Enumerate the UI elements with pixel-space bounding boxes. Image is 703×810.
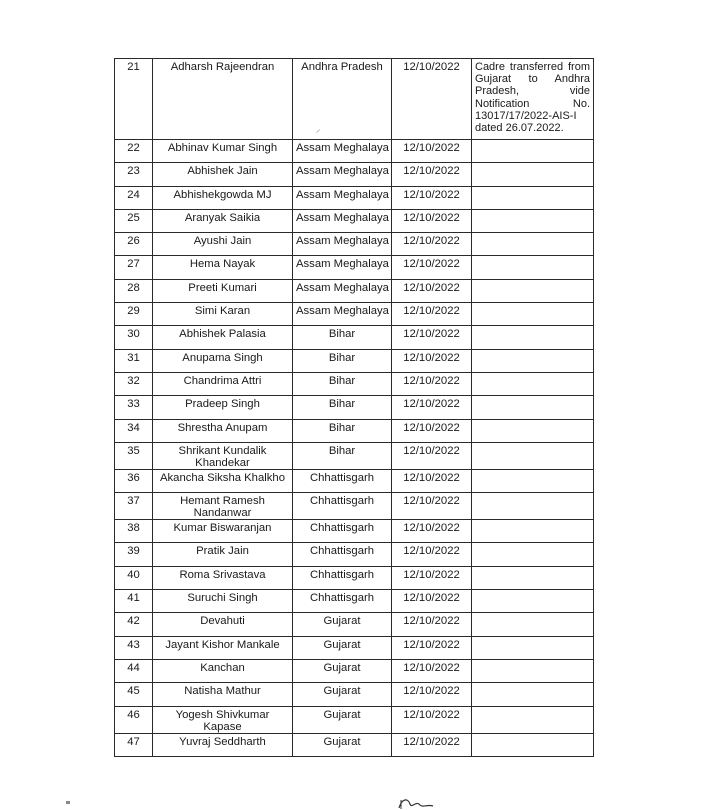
officer-name-cell: Abhishek Jain: [153, 163, 293, 186]
serial-number-cell: 36: [115, 469, 153, 492]
officer-name-cell: Anupama Singh: [153, 349, 293, 372]
date-cell: 12/10/2022: [392, 256, 472, 279]
officer-name-cell: Kumar Biswaranjan: [153, 520, 293, 543]
officer-name-cell: Yogesh Shivkumar Kapase: [153, 706, 293, 733]
cadre-state-cell: Bihar: [293, 442, 392, 469]
remarks-cell: [472, 683, 594, 706]
remarks-cell: [472, 706, 594, 733]
officer-name-cell: Natisha Mathur: [153, 683, 293, 706]
cadre-state-cell: Gujarat: [293, 659, 392, 682]
serial-number-cell: 22: [115, 140, 153, 163]
cadre-state-cell: Assam Meghalaya: [293, 140, 392, 163]
remarks-cell: [472, 520, 594, 543]
date-cell: 12/10/2022: [392, 442, 472, 469]
serial-number-cell: 25: [115, 209, 153, 232]
table-row: [115, 683, 594, 706]
serial-number-cell: 33: [115, 396, 153, 419]
remarks-cell: [472, 396, 594, 419]
date-cell: 12/10/2022: [392, 303, 472, 326]
serial-number-cell: 46: [115, 706, 153, 733]
cadre-state-cell: Chhattisgarh: [293, 590, 392, 613]
cadre-state-cell: Bihar: [293, 396, 392, 419]
cadre-state-cell: Assam Meghalaya: [293, 163, 392, 186]
date-cell: 12/10/2022: [392, 613, 472, 636]
serial-number-cell: 34: [115, 419, 153, 442]
officer-name-cell: Akancha Siksha Khalkho: [153, 469, 293, 492]
date-cell: 12/10/2022: [392, 140, 472, 163]
cadre-state-cell: Assam Meghalaya: [293, 209, 392, 232]
date-cell: 12/10/2022: [392, 163, 472, 186]
serial-number-cell: 39: [115, 543, 153, 566]
officer-name-cell: Hemant Ramesh Nandanwar: [153, 493, 293, 520]
table-row: [115, 233, 594, 256]
serial-number-cell: 42: [115, 613, 153, 636]
table-row: [115, 659, 594, 682]
scan-tick-mark: ⸝: [316, 125, 321, 135]
cadre-state-cell: Gujarat: [293, 706, 392, 733]
date-cell: 12/10/2022: [392, 520, 472, 543]
cadre-state-cell: Chhattisgarh: [293, 493, 392, 520]
table-row: [115, 590, 594, 613]
remarks-cell: [472, 349, 594, 372]
table-row: [115, 279, 594, 302]
serial-number-cell: 40: [115, 566, 153, 589]
date-cell: 12/10/2022: [392, 683, 472, 706]
serial-number-cell: 28: [115, 279, 153, 302]
cadre-state-cell: Bihar: [293, 419, 392, 442]
table-row: [115, 256, 594, 279]
table-row: [115, 326, 594, 349]
cadre-state-cell: Andhra Pradesh: [293, 59, 392, 140]
table-row: [115, 636, 594, 659]
serial-number-cell: 27: [115, 256, 153, 279]
table-row: [115, 543, 594, 566]
serial-number-cell: 30: [115, 326, 153, 349]
remarks-cell: [472, 279, 594, 302]
cadre-state-cell: Gujarat: [293, 683, 392, 706]
serial-number-cell: 47: [115, 733, 153, 756]
remarks-cell: [472, 493, 594, 520]
date-cell: 12/10/2022: [392, 59, 472, 140]
officer-name-cell: Kanchan: [153, 659, 293, 682]
remarks-cell: [472, 469, 594, 492]
cadre-state-cell: Assam Meghalaya: [293, 279, 392, 302]
serial-number-cell: 21: [115, 59, 153, 140]
cadre-state-cell: Chhattisgarh: [293, 520, 392, 543]
cadre-state-cell: Assam Meghalaya: [293, 186, 392, 209]
table-row: [115, 469, 594, 492]
serial-number-cell: 45: [115, 683, 153, 706]
officer-name-cell: Hema Nayak: [153, 256, 293, 279]
date-cell: 12/10/2022: [392, 543, 472, 566]
date-cell: 12/10/2022: [392, 209, 472, 232]
table-row: [115, 733, 594, 756]
table-row: [115, 442, 594, 469]
remarks-cell: [472, 442, 594, 469]
scan-speck: [66, 801, 70, 804]
remarks-cell: [472, 209, 594, 232]
date-cell: 12/10/2022: [392, 279, 472, 302]
table-row: [115, 613, 594, 636]
date-cell: 12/10/2022: [392, 659, 472, 682]
remarks-cell: [472, 659, 594, 682]
table-body: [115, 59, 594, 757]
officer-name-cell: Roma Srivastava: [153, 566, 293, 589]
serial-number-cell: 31: [115, 349, 153, 372]
remarks-cell: [472, 733, 594, 756]
table-row: [115, 186, 594, 209]
remarks-cell: [472, 163, 594, 186]
serial-number-cell: 43: [115, 636, 153, 659]
remarks-cell: [472, 590, 594, 613]
officer-name-cell: Devahuti: [153, 613, 293, 636]
serial-number-cell: 23: [115, 163, 153, 186]
date-cell: 12/10/2022: [392, 326, 472, 349]
table-row: [115, 396, 594, 419]
table-row: [115, 419, 594, 442]
remarks-cell: [472, 636, 594, 659]
officer-name-cell: Abhishekgowda MJ: [153, 186, 293, 209]
date-cell: 12/10/2022: [392, 733, 472, 756]
signature-mark: [396, 796, 436, 810]
date-cell: 12/10/2022: [392, 186, 472, 209]
date-cell: 12/10/2022: [392, 396, 472, 419]
cadre-state-cell: Gujarat: [293, 733, 392, 756]
officer-name-cell: Shrikant Kundalik Khandekar: [153, 442, 293, 469]
cadre-state-cell: Bihar: [293, 349, 392, 372]
serial-number-cell: 32: [115, 372, 153, 395]
table-row: [115, 303, 594, 326]
remarks-cell: [472, 613, 594, 636]
officer-name-cell: Preeti Kumari: [153, 279, 293, 302]
table-row: [115, 566, 594, 589]
cadre-state-cell: Gujarat: [293, 613, 392, 636]
remarks-cell: [472, 566, 594, 589]
remarks-cell: [472, 140, 594, 163]
table-row: [115, 140, 594, 163]
date-cell: 12/10/2022: [392, 706, 472, 733]
remarks-cell: [472, 419, 594, 442]
remarks-cell: [472, 233, 594, 256]
remarks-cell: [472, 372, 594, 395]
cadre-state-cell: Chhattisgarh: [293, 543, 392, 566]
serial-number-cell: 35: [115, 442, 153, 469]
remarks-cell: [472, 186, 594, 209]
table-row: [115, 493, 594, 520]
date-cell: 12/10/2022: [392, 469, 472, 492]
table-row: [115, 209, 594, 232]
date-cell: 12/10/2022: [392, 349, 472, 372]
cadre-state-cell: Gujarat: [293, 636, 392, 659]
officer-name-cell: Chandrima Attri: [153, 372, 293, 395]
date-cell: 12/10/2022: [392, 566, 472, 589]
serial-number-cell: 26: [115, 233, 153, 256]
table-row: [115, 163, 594, 186]
remarks-cell: Cadre transferred from Gujarat to Andhra Pradesh, vide Notification No. 13017/17/2022-AIS-I dated 26.07.2022.: [472, 59, 594, 140]
officer-name-cell: Pratik Jain: [153, 543, 293, 566]
cadre-state-cell: Assam Meghalaya: [293, 256, 392, 279]
table-row: [115, 59, 594, 140]
officer-name-cell: Pradeep Singh: [153, 396, 293, 419]
date-cell: 12/10/2022: [392, 636, 472, 659]
serial-number-cell: 38: [115, 520, 153, 543]
serial-number-cell: 41: [115, 590, 153, 613]
allocation-table: [114, 58, 594, 757]
date-cell: 12/10/2022: [392, 419, 472, 442]
serial-number-cell: 44: [115, 659, 153, 682]
remarks-cell: [472, 256, 594, 279]
serial-number-cell: 37: [115, 493, 153, 520]
date-cell: 12/10/2022: [392, 372, 472, 395]
serial-number-cell: 29: [115, 303, 153, 326]
officer-name-cell: Shrestha Anupam: [153, 419, 293, 442]
remarks-cell: [472, 326, 594, 349]
officer-name-cell: Abhinav Kumar Singh: [153, 140, 293, 163]
cadre-state-cell: Bihar: [293, 372, 392, 395]
cadre-state-cell: Chhattisgarh: [293, 566, 392, 589]
officer-name-cell: Simi Karan: [153, 303, 293, 326]
cadre-state-cell: Assam Meghalaya: [293, 303, 392, 326]
serial-number-cell: 24: [115, 186, 153, 209]
officer-name-cell: Adharsh Rajeendran: [153, 59, 293, 140]
table-row: [115, 520, 594, 543]
date-cell: 12/10/2022: [392, 233, 472, 256]
remarks-cell: [472, 303, 594, 326]
table-row: [115, 349, 594, 372]
table-row: [115, 372, 594, 395]
remarks-cell: [472, 543, 594, 566]
cadre-state-cell: Assam Meghalaya: [293, 233, 392, 256]
officer-name-cell: Ayushi Jain: [153, 233, 293, 256]
officer-name-cell: Yuvraj Seddharth: [153, 733, 293, 756]
officer-name-cell: Aranyak Saikia: [153, 209, 293, 232]
officer-name-cell: Abhishek Palasia: [153, 326, 293, 349]
cadre-state-cell: Chhattisgarh: [293, 469, 392, 492]
officer-name-cell: Suruchi Singh: [153, 590, 293, 613]
table-row: [115, 706, 594, 733]
officer-name-cell: Jayant Kishor Mankale: [153, 636, 293, 659]
date-cell: 12/10/2022: [392, 493, 472, 520]
date-cell: 12/10/2022: [392, 590, 472, 613]
cadre-state-cell: Bihar: [293, 326, 392, 349]
